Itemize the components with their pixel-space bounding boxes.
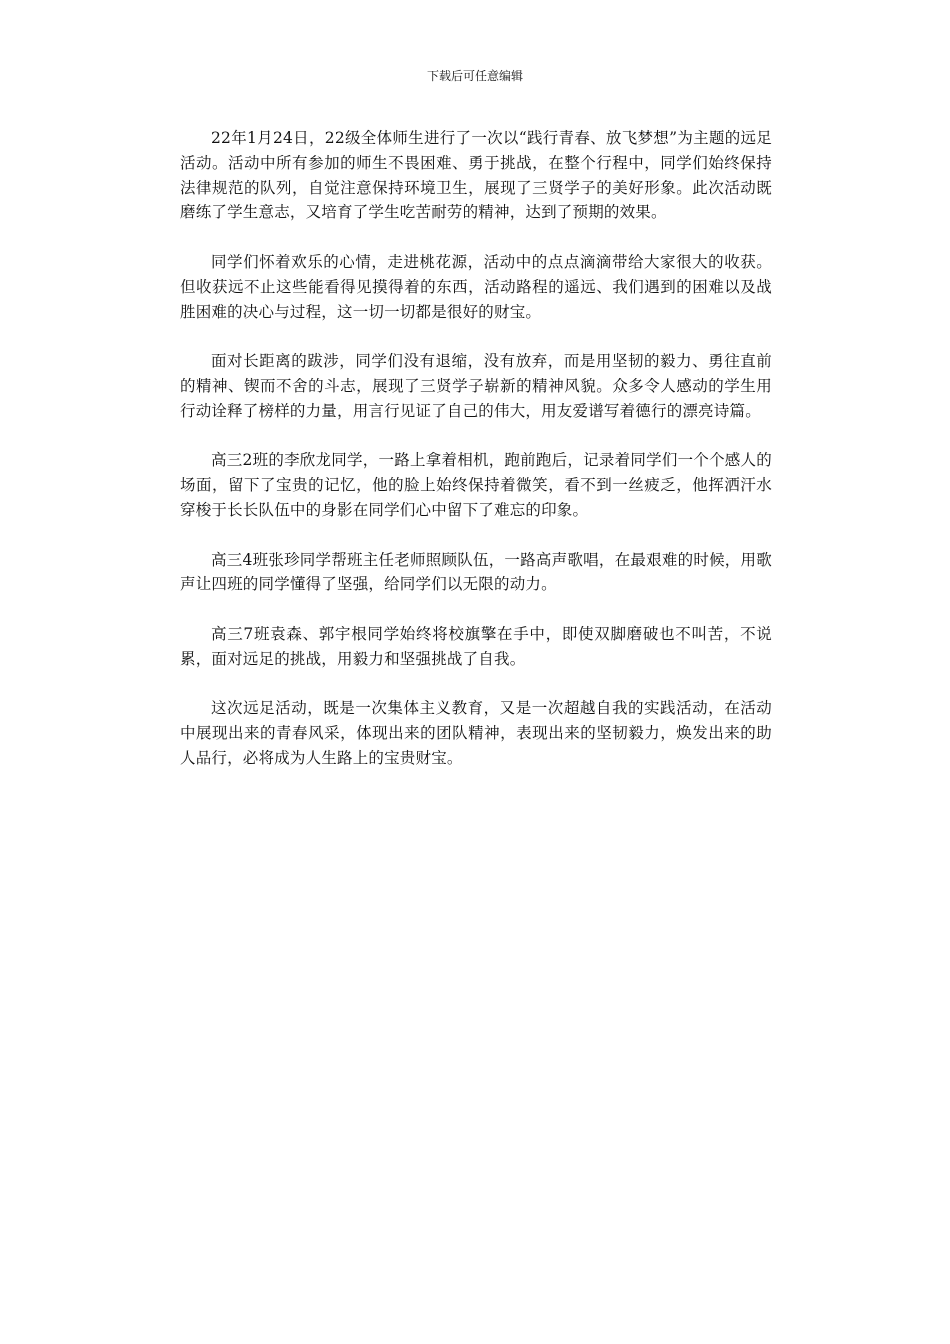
paragraph-3: 面对长距离的跋涉，同学们没有退缩，没有放弃，而是用坚韧的毅力、勇往直前的精神、锲而不舍的斗志，展现了三贤学子崭新的精神风貌。众多令人感动的学生用行动诠释了榜样的力量，用言行见证了自己的伟大，用友爱谱写着德行的漂亮诗篇。: [180, 352, 772, 420]
paragraph-1: 22年1月24日，22级全体师生进行了一次以“践行青春、放飞梦想”为主题的远足活动。活动中所有参加的师生不畏困难、勇于挑战，在整个行程中，同学们始终保持法律规范的队列，自觉注意保持环境卫生，展现了三贤学子的美好形象。此次活动既磨练了学生意志，又培育了学生吃苦耐劳的精神，达到了预期的效果。: [180, 129, 772, 222]
article-body: [180, 126, 772, 796]
page-header: 下载后可任意编辑: [426, 69, 523, 83]
paragraph-2: 同学们怀着欢乐的心情，走进桃花源，活动中的点点滴滴带给大家很大的收获。但收获远不止这些能看得见摸得着的东西，活动路程的遥远、我们遇到的困难以及战胜困难的决心与过程，这一切一切都是很好的财宝。: [180, 252, 772, 321]
paragraph-5: 高三4班张珍同学帮班主任老师照顾队伍，一路高声歌唱，在最艰难的时候，用歌声让四班的同学懂得了坚强，给同学们以无限的动力。: [180, 550, 772, 594]
paragraph-7: 这次远足活动，既是一次集体主义教育，又是一次超越自我的实践活动，在活动中展现出来的青春风采，体现出来的团队精神，表现出来的坚韧毅力，焕发出来的助人品行，必将成为人生路上的宝贵财宝。: [180, 699, 772, 767]
paragraph-4: 高三2班的李欣龙同学，一路上拿着相机，跑前跑后，记录着同学们一个个感人的场面，留下了宝贵的记忆，他的脸上始终保持着微笑，看不到一丝疲乏，他挥洒汗水穿梭于长长队伍中的身影在同学们心中留下了难忘的印象。: [180, 451, 772, 519]
paragraph-6: 高三7班袁森、郭宇根同学始终将校旗擎在手中，即使双脚磨破也不叫苦，不说累，面对远足的挑战，用毅力和坚强挑战了自我。: [180, 624, 772, 668]
